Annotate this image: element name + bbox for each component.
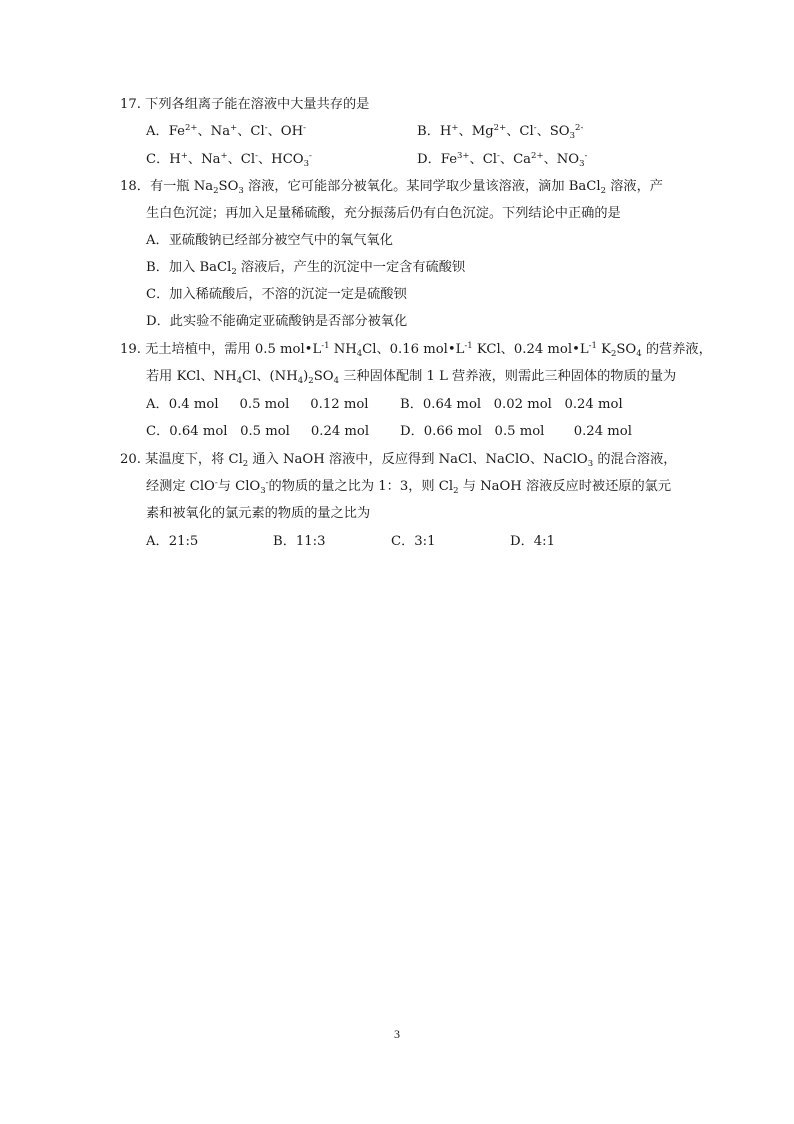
question-19-option-a: A．0.4 mol 0.5 mol 0.12 mol — [146, 397, 369, 412]
question-20-option-c: C．3:1 — [391, 534, 436, 549]
question-17-option-c: C．H+、Na+、Cl-、$HCO_3^-$ — [146, 151, 312, 169]
question-19-stem-line-2: 若用 KCl、$NH_4Cl$、$(NH_4)_2SO_4$ 三种固体配制 1 L 营养液，则需此三种固体的物质的量为 — [146, 369, 677, 386]
question-18-option-d: D．此实验不能确定亚硫酸钠是否部分被氧化 — [146, 314, 408, 329]
question-19-option-b: B．0.64 mol 0.02 mol 0.24 mol — [400, 397, 623, 412]
question-19-option-d: D．0.66 mol 0.5 mol 0.24 mol — [400, 424, 632, 439]
question-20-stem-line-3: 素和被氧化的氯元素的物质的量之比为 — [146, 506, 371, 521]
question-18-option-b: B．加入 BaCl$_2$ 溶液后，产生的沉淀中一定含有硫酸钡 — [146, 260, 466, 277]
question-17-stem: 17. 下列各组离子能在溶液中大量共存的是 — [120, 97, 370, 112]
question-20-option-b: B．11:3 — [273, 534, 326, 549]
question-19-option-c: C．0.64 mol 0.5 mol 0.24 mol — [146, 424, 370, 439]
question-18-option-c: C．加入稀硫酸后，不溶的沉淀一定是硫酸钡 — [146, 287, 407, 302]
question-20-stem-line-1: 20. 某温度下，将 $Cl_2$ 通入 NaOH 溶液中，反应得到 NaCl、NaClO、NaClO$_3$ 的混合溶液， — [120, 452, 677, 469]
question-18-stem-line-2: 生白色沉淀；再加入足量稀硫酸，充分振荡后仍有白色沉淀。下列结论中正确的是 — [146, 206, 621, 221]
question-20-option-a: A．21:5 — [146, 534, 199, 549]
question-19-stem-line-1: 19. 无土培植中，需用 0.5 $mol•L^{-1}$ $NH_4Cl$、0.16 $mol•L^{-1}$ KCl、0.24 $mol•L^{-1}$ $K_2SO_4$ 的营养液， — [120, 341, 712, 359]
page-number: 3 — [394, 1027, 400, 1041]
question-17-option-a: A．$Fe^{2+}$、Na+、Cl-、OH- — [146, 123, 306, 139]
question-20-stem-line-2: 经测定 ClO-与 ClO$_3$-的物质的量之比为 1：3，则 $Cl_2$ 与 NaOH 溶液反应时被还原的氯元 — [146, 478, 672, 496]
question-18-stem-line-1: 18．有一瓶 $Na_2SO_3$ 溶液，它可能部分被氧化。某同学取少量该溶液，滴加 BaCl$_2$ 溶液，产 — [120, 179, 663, 196]
question-18-option-a: A．亚硫酸钠已经部分被空气中的氧气氧化 — [146, 233, 393, 248]
question-17-option-b: B．H+、$Mg^{2+}$、Cl-、$SO_3^{2-}$ — [417, 123, 584, 141]
question-20-option-d: D．4:1 — [510, 534, 555, 549]
question-17-option-d: D．$Fe^{3+}$、Cl-、$Ca^{2+}$、$NO_3^-$ — [417, 151, 588, 169]
